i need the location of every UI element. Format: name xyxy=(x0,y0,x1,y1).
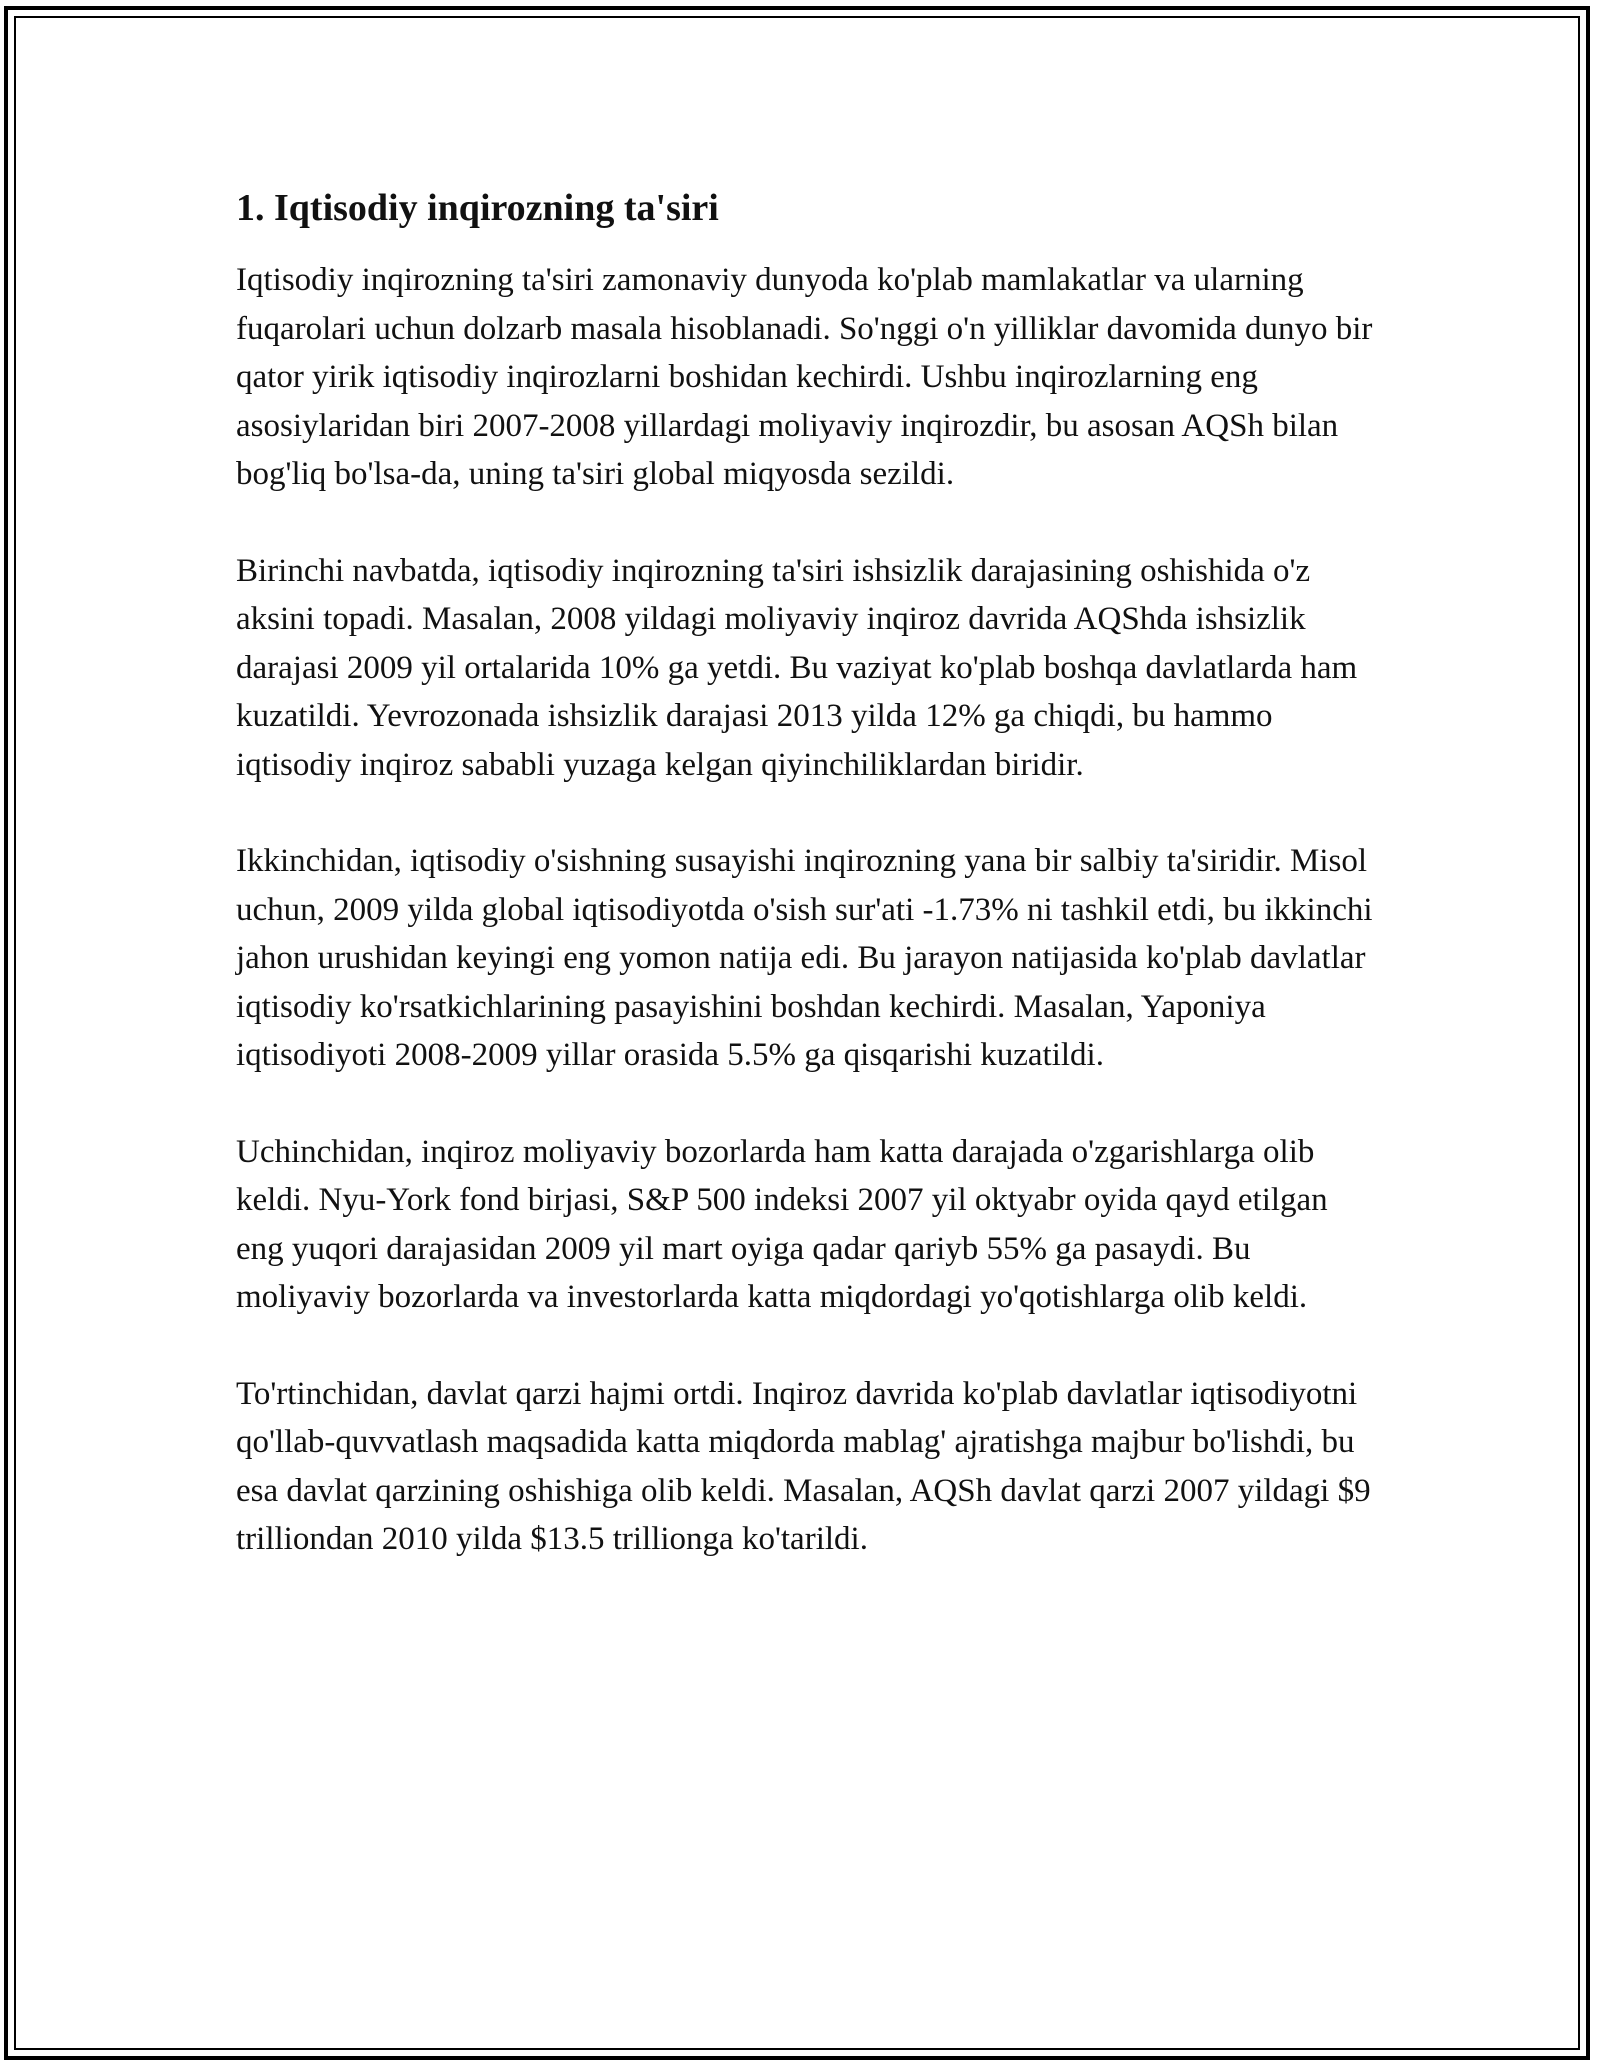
paragraph-5: To'rtinchidan, davlat qarzi hajmi ortdi. Inqiroz davrida ko'plab davlatlar iqtisodiyotni qo'llab-quvvatlash maqsadida katta miqdorda mablag' ajratishga majbur bo'lishdi, bu esa davlat qarzining oshishiga olib keldi. Masalan, AQSh davlat qarzi 2007 yildagi $9 trilliondan 2010 yilda $13.5 trillionga ko'tarildi. xyxy=(236,1375,1371,1557)
document-body xyxy=(236,184,1376,1612)
section-title: 1. Iqtisodiy inqirozning ta'siri xyxy=(236,187,719,229)
paragraph-1: Iqtisodiy inqirozning ta'siri zamonaviy dunyoda ko'plab mamlakatlar va ularning fuqarolari uchun dolzarb masala hisoblanadi. So'nggi o'n yilliklar davomida dunyo bir qator yirik iqtisodiy inqirozlarni boshidan kechirdi. Ushbu inqirozlarning eng asosiylaridan biri 2007-2008 yillardagi moliyaviy inqirozdir, bu asosan AQSh bilan bog'liq bo'lsa-da, uning ta'siri global miqyosda sezildi. xyxy=(236,262,1373,492)
paragraph-3: Ikkinchidan, iqtisodiy o'sishning susayishi inqirozning yana bir salbiy ta'siridir. Misol uchun, 2009 yilda global iqtisodiyotda o'sish sur'ati -1.73% ni tashkil etdi, bu ikkinchi jahon urushidan keyingi eng yomon natija edi. Bu jarayon natijasida ko'plab davlatlar iqtisodiy ko'rsatkichlarining pasayishini boshdan kechirdi. Masalan, Yaponiya iqtisodiyoti 2008-2009 yillar orasida 5.5% ga qisqarishi kuzatildi. xyxy=(236,843,1373,1073)
paragraph-4: Uchinchidan, inqiroz moliyaviy bozorlarda ham katta darajada o'zgarishlarga olib keldi. Nyu-York fond birjasi, S&P 500 indeksi 2007 yil oktyabr oyida qayd etilgan eng yuqori darajasidan 2009 yil mart oyiga qadar qariyb 55% ga pasaydi. Bu moliyaviy bozorlarda va investorlarda katta miqdordagi yo'qotishlarga olib keldi. xyxy=(236,1133,1328,1315)
paragraph-2: Birinchi navbatda, iqtisodiy inqirozning ta'siri ishsizlik darajasining oshishida o'z aksini topadi. Masalan, 2008 yildagi moliyaviy inqiroz davrida AQShda ishsizlik darajasi 2009 yil ortalarida 10% ga yetdi. Bu vaziyat ko'plab boshqa davlatlarda ham kuzatildi. Yevrozonada ishsizlik darajasi 2013 yilda 12% ga chiqdi, bu hammo iqtisodiy inqiroz sababli yuzaga kelgan qiyinchiliklardan biridir. xyxy=(236,552,1358,783)
